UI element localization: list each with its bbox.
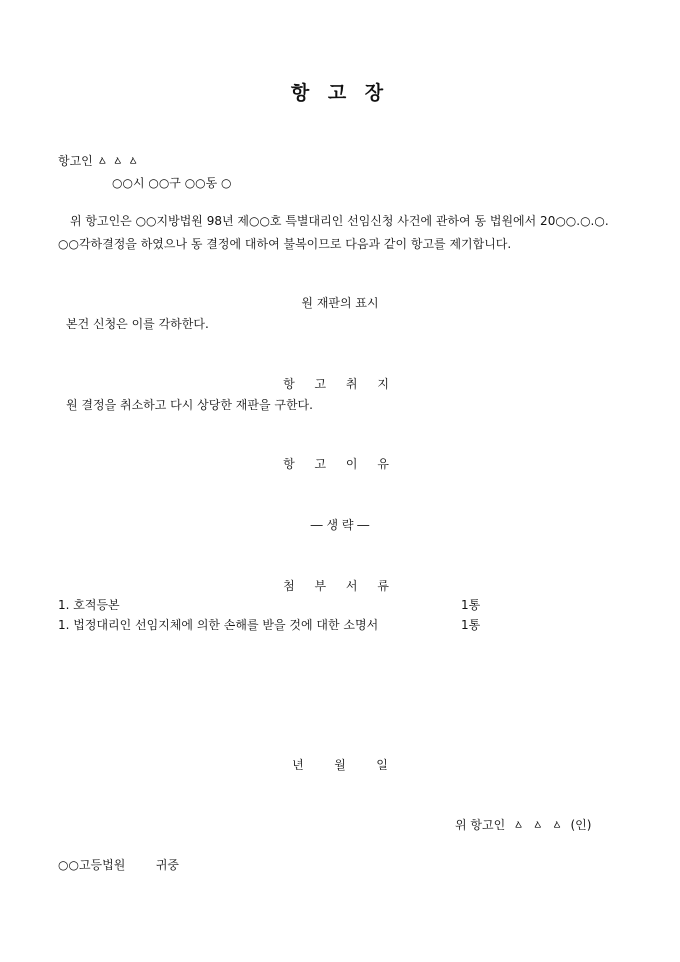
- original-ruling-heading: 원 재판의 표시: [301, 296, 379, 310]
- appeal-reason-heading: 항 고 이 유: [283, 457, 397, 471]
- attachment-item-label: 1. 호적등본: [58, 598, 120, 612]
- attachment-item-count: 1통: [461, 618, 481, 632]
- appeal-purpose-text: 원 결정을 취소하고 다시 상당한 재판을 구한다.: [66, 398, 313, 412]
- intro-paragraph: 위 항고인은 ○○지방법원 98년 제○○호 특별대리인 선임신청 사건에 관하여 동 법원에서 20○○.○.○. ○○각하결정을 하였으나 동 결정에 대하여 불복이므로 다음과 같이 항고를 제기합니다.: [58, 214, 609, 251]
- appeal-purpose-heading: 항 고 취 지: [283, 377, 397, 391]
- appellant-address: ○○시 ○○구 ○○동 ○: [112, 176, 232, 190]
- original-ruling-text: 본건 신청은 이를 각하한다.: [66, 317, 209, 331]
- court-addressee: ○○고등법원 귀중: [58, 858, 180, 872]
- appeal-reason-text: ― 생 략 ―: [310, 518, 370, 532]
- appellant-line: 항고인 ㅿ ㅿ ㅿ: [58, 154, 139, 168]
- document-title: 항 고 장: [290, 82, 390, 104]
- attachment-item-label: 1. 법정대리인 선임지체에 의한 손해를 받을 것에 대한 소명서: [58, 618, 379, 632]
- attachments-heading: 첨 부 서 류: [283, 579, 397, 593]
- date-line: 년 월 일: [292, 758, 388, 772]
- signature-line: 위 항고인 ㅿ ㅿ ㅿ (인): [455, 818, 592, 832]
- attachment-item-count: 1통: [461, 598, 481, 612]
